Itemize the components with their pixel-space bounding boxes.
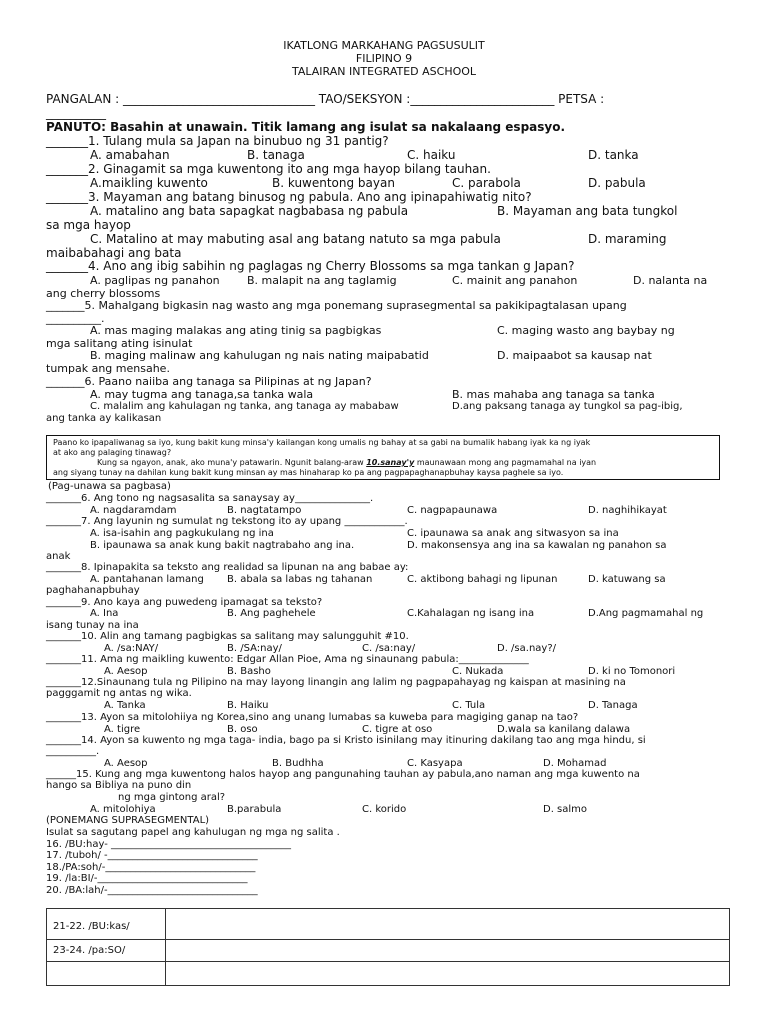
q5-choice-b: B. maging malinaw ang kahulugan ng nais nating maipabatid <box>90 349 429 362</box>
question-2: _______2. Ginagamit sa mga kuwentong ito ang mga hayop bilang tauhan. <box>46 162 491 176</box>
qp7-choice-a: A. isa-isahin ang pagkukulang ng ina <box>90 528 274 539</box>
q11-choice-d: D. ki no Tomonori <box>588 666 676 677</box>
q15-choice-b: B.parabula <box>227 804 282 815</box>
q12-choice-a: A. Tanka <box>104 700 146 711</box>
question-12: _______12.Sinaunang tula ng Pilipino na may layong linangin ang lalim ng pagpapahayag ng kaispan at masining na <box>46 677 626 688</box>
q14-choice-a: A. Aesop <box>104 758 148 769</box>
qp9-choice-d: D.Ang pagmamahal ng <box>588 608 704 619</box>
q2-choice-a: A.maikling kuwento <box>90 176 208 190</box>
passage-line-2: at ako ang palaging tinawag? <box>53 448 172 457</box>
question-15: ______15. Kung ang mga kuwentong halos hayop ang pangunahing tauhan ay pabula,ano naman ang mga kuwento na <box>46 769 640 780</box>
qp6-choice-b: B. nagtatampo <box>227 505 302 516</box>
q1-choice-a: A. amabahan <box>90 148 170 162</box>
q3-choice-b: B. Mayaman ang bata tungkol <box>497 204 678 218</box>
question-12-cont: pagggamit ng antas ng wika. <box>46 688 192 699</box>
q5-choice-c-cont: mga salitang ating isinulat <box>46 337 193 350</box>
question-3: _______3. Mayaman ang batang binusog ng pabula. Ano ang ipinapahiwatig nito? <box>46 190 532 204</box>
passage-source: (Pag-unawa sa pagbasa) <box>48 481 171 492</box>
passage-line-3: Kung sa ngayon, anak, ako muna'y patawarin. Ngunit balang-araw 10.sanay'y maunawaan mong ang pagmamahal na iyan <box>97 458 597 467</box>
answer-table <box>46 908 730 986</box>
qp8-choice-d: D. katuwang sa <box>588 574 666 585</box>
answer-cell-23-24[interactable] <box>166 940 729 961</box>
directions: PANUTO: Basahin at unawain. Titik lamang ang isulat sa nakalaang espasyo. <box>46 120 566 134</box>
qp6-choice-a: A. nagdaramdam <box>90 505 177 516</box>
qp7-choice-d: D. makonsensya ang ina sa kawalan ng panahon sa <box>407 540 667 551</box>
q15-choice-c: C. korido <box>362 804 407 815</box>
passage-line-4: ang siyang tunay na dahilan kung bakit kung minsan ay mas hinaharap ko pa ang pagpapaghanapbuhay kaysa paghele sa iyo. <box>53 468 564 477</box>
qp9-choice-b: B. Ang paghehele <box>227 608 316 619</box>
q3-choice-d-cont: maibabahagi ang bata <box>46 246 182 260</box>
q3-choice-c: C. Matalino at may mabuting asal ang batang natuto sa mga pabula <box>90 232 501 246</box>
item-17: 17. /tuboh/ -______________________________ <box>46 850 258 861</box>
item-19: 19. /la:BI/-______________________________ <box>46 873 248 884</box>
q2-choice-c: C. parabola <box>452 176 521 190</box>
question-11: _______11. Ama ng maikling kuwento: Edgar Allan Pioe, Ama ng sinaunang pabula:______________ <box>46 654 529 665</box>
q13-choice-d: D.wala sa kanilang dalawa <box>497 724 631 735</box>
q4-choice-c: C. mainit ang panahon <box>452 274 578 287</box>
passage-line-1: Paano ko ipapaliwanag sa iyo, kung bakit kung minsa'y kailangan kong umalis ng bahay at sa gabi na bumalik habang iyak ka ng iyak <box>53 438 591 447</box>
q12-choice-b: B. Haiku <box>227 700 269 711</box>
qp7-choice-b: B. ipaunawa sa anak kung bakit nagtrabaho ang ina. <box>90 540 355 551</box>
q3-choice-d: D. maraming <box>588 232 667 246</box>
qp6-choice-d: D. naghihikayat <box>588 505 667 516</box>
q5-choice-a: A. mas maging malakas ang ating tinig sa pagbigkas <box>90 324 382 337</box>
question-passage-8: _______8. Ipinapakita sa teksto ang realidad sa lipunan na ang babae ay: <box>46 562 409 573</box>
item-16: 16. /BU:hay- ____________________________________ <box>46 839 291 850</box>
qp7-choice-c: C. ipaunawa sa anak ang sitwasyon sa ina <box>407 528 619 539</box>
item-20: 20. /BA:lah/-______________________________ <box>46 885 258 896</box>
q10-choice-d: D. /sa.nay?/ <box>497 643 557 654</box>
q10-choice-c: C. /sa:nay/ <box>362 643 416 654</box>
q4-choice-b: B. malapit na ang taglamig <box>247 274 397 287</box>
qp8-choice-c: C. aktibong bahagi ng lipunan <box>407 574 558 585</box>
q6-choice-d-cont: ang tanka ay kalikasan <box>46 413 162 424</box>
section-instruction: Isulat sa sagutang papel ang kahulugan ng mga ng salita . <box>46 827 340 838</box>
qp8-choice-b: B. abala sa labas ng tahanan <box>227 574 373 585</box>
q5-choice-d-cont: tumpak ang mensahe. <box>46 362 170 375</box>
table-row-label-21-22: 21-22. /BU:kas/ <box>53 921 130 932</box>
q6-choice-a: A. may tugma ang tanaga,sa tanka wala <box>90 388 314 401</box>
q11-choice-c: C. Nukada <box>452 666 504 677</box>
q1-choice-c: C. haiku <box>407 148 456 162</box>
question-14-cont: __________. <box>46 746 100 757</box>
q14-choice-b: B. Budhha <box>272 758 324 769</box>
q1-choice-d: D. tanka <box>588 148 639 162</box>
q13-choice-c: C. tigre at oso <box>362 724 433 735</box>
q5-choice-c: C. maging wasto ang baybay ng <box>497 324 675 337</box>
qp9-choice-c: C.Kahalagan ng isang ina <box>407 608 535 619</box>
q15-choice-a: A. mitolohiya <box>90 804 156 815</box>
q3-choice-b-cont: sa mga hayop <box>46 218 131 232</box>
q4-choice-a: A. paglipas ng panahon <box>90 274 220 287</box>
q5-choice-d: D. maipaabot sa kausap nat <box>497 349 652 362</box>
question-13: _______13. Ayon sa mitolohiiya ng Korea,sino ang unang lumabas sa kuweba para magiging ganap na tao? <box>46 712 579 723</box>
question-5: _______5. Mahalgang bigkasin nag wasto ang mga ponemang suprasegmental sa pakikipagtalasan upang <box>46 299 627 312</box>
student-info-line: PANGALAN : ________________________________ TAO/SEKSYON :________________________ PETSA : <box>46 92 605 106</box>
underlined-word-10: 10.sanay'y <box>366 458 415 467</box>
qp8-choice-a: A. pantahanan lamang <box>90 574 204 585</box>
q12-choice-c: C. Tula <box>452 700 486 711</box>
q3-choice-a: A. matalino ang bata sapagkat nagbabasa ng pabula <box>90 204 409 218</box>
qp8-choice-d-cont: paghahanapbuhay <box>46 585 140 596</box>
q10-choice-b: B. /SA:nay/ <box>227 643 282 654</box>
q2-choice-d: D. pabula <box>588 176 646 190</box>
q11-choice-b: B. Basho <box>227 666 271 677</box>
question-10: _______10. Alin ang tamang pagbigkas sa salitang may salungguhit #10. <box>46 631 409 642</box>
answer-cell-21-22[interactable] <box>166 909 729 939</box>
qp7-choice-d-cont: anak <box>46 551 71 562</box>
q6-choice-b: B. mas mahaba ang tanaga sa tanka <box>452 388 655 401</box>
question-passage-6: _______6. Ang tono ng nagsasalita sa sanaysay ay_______________. <box>46 493 374 504</box>
table-row-label-23-24: 23-24. /pa:SO/ <box>53 945 126 956</box>
question-6: _______6. Paano naiiba ang tanaga sa Pilipinas at ng Japan? <box>46 375 372 388</box>
q14-choice-c: C. Kasyapa <box>407 758 463 769</box>
q6-choice-c: C. malalim ang kahulagan ng tanka, ang tanaga ay mababaw <box>90 401 399 412</box>
exam-title: IKATLONG MARKAHANG PAGSUSULIT <box>283 39 485 52</box>
qp9-choice-d-cont: isang tunay na ina <box>46 620 139 631</box>
question-5-cont: __________. <box>46 312 105 325</box>
reading-passage-box <box>46 435 720 480</box>
q1-choice-b: B. tanaga <box>247 148 305 162</box>
q13-choice-a: A. tigre <box>104 724 141 735</box>
section-title-suprasegmental: (PONEMANG SUPRASEGMENTAL) <box>46 815 210 826</box>
question-15-cont-2: ng mga gintong aral? <box>118 792 226 803</box>
qp6-choice-c: C. nagpapaunawa <box>407 505 498 516</box>
q15-choice-d: D. salmo <box>543 804 588 815</box>
qp9-choice-a: A. Ina <box>90 608 119 619</box>
question-passage-9: _______9. Ano kaya ang puwedeng ipamagat sa teksto? <box>46 597 323 608</box>
item-18: 18./PA:soh/-______________________________ <box>46 862 256 873</box>
subject-title: FILIPINO 9 <box>355 52 413 65</box>
q4-choice-d-cont: ang cherry blossoms <box>46 287 161 300</box>
q2-choice-b: B. kuwentong bayan <box>272 176 395 190</box>
q4-choice-d: D. nalanta na <box>633 274 708 287</box>
question-15-cont-1: hango sa Bibliya na puno din <box>46 780 192 791</box>
question-4: _______4. Ano ang ibig sabihin ng paglagas ng Cherry Blossoms sa mga tankan g Japan? <box>46 259 575 273</box>
question-passage-7: _______7. Ang layunin ng sumulat ng tekstong ito ay upang ____________. <box>46 516 408 527</box>
question-14: _______14. Ayon sa kuwento ng mga taga- india, bago pa si Kristo isinilang may itinuring dakilang tao ang mga hindu, si <box>46 735 646 746</box>
question-1: _______1. Tulang mula sa Japan na binubuo ng 31 pantig? <box>46 134 389 148</box>
q6-choice-d: D.ang paksang tanaga ay tungkol sa pag-ibig, <box>452 401 683 412</box>
school-name: TALAIRAN INTEGRATED ASCHOOL <box>291 65 477 78</box>
q14-choice-d: D. Mohamad <box>543 758 607 769</box>
answer-cell-extra[interactable] <box>166 962 729 985</box>
q13-choice-b: B. oso <box>227 724 258 735</box>
student-info-line-cont: __________ <box>46 106 106 120</box>
q11-choice-a: A. Aesop <box>104 666 148 677</box>
q10-choice-a: A. /sa:NAY/ <box>104 643 159 654</box>
q12-choice-d: D. Tanaga <box>588 700 638 711</box>
